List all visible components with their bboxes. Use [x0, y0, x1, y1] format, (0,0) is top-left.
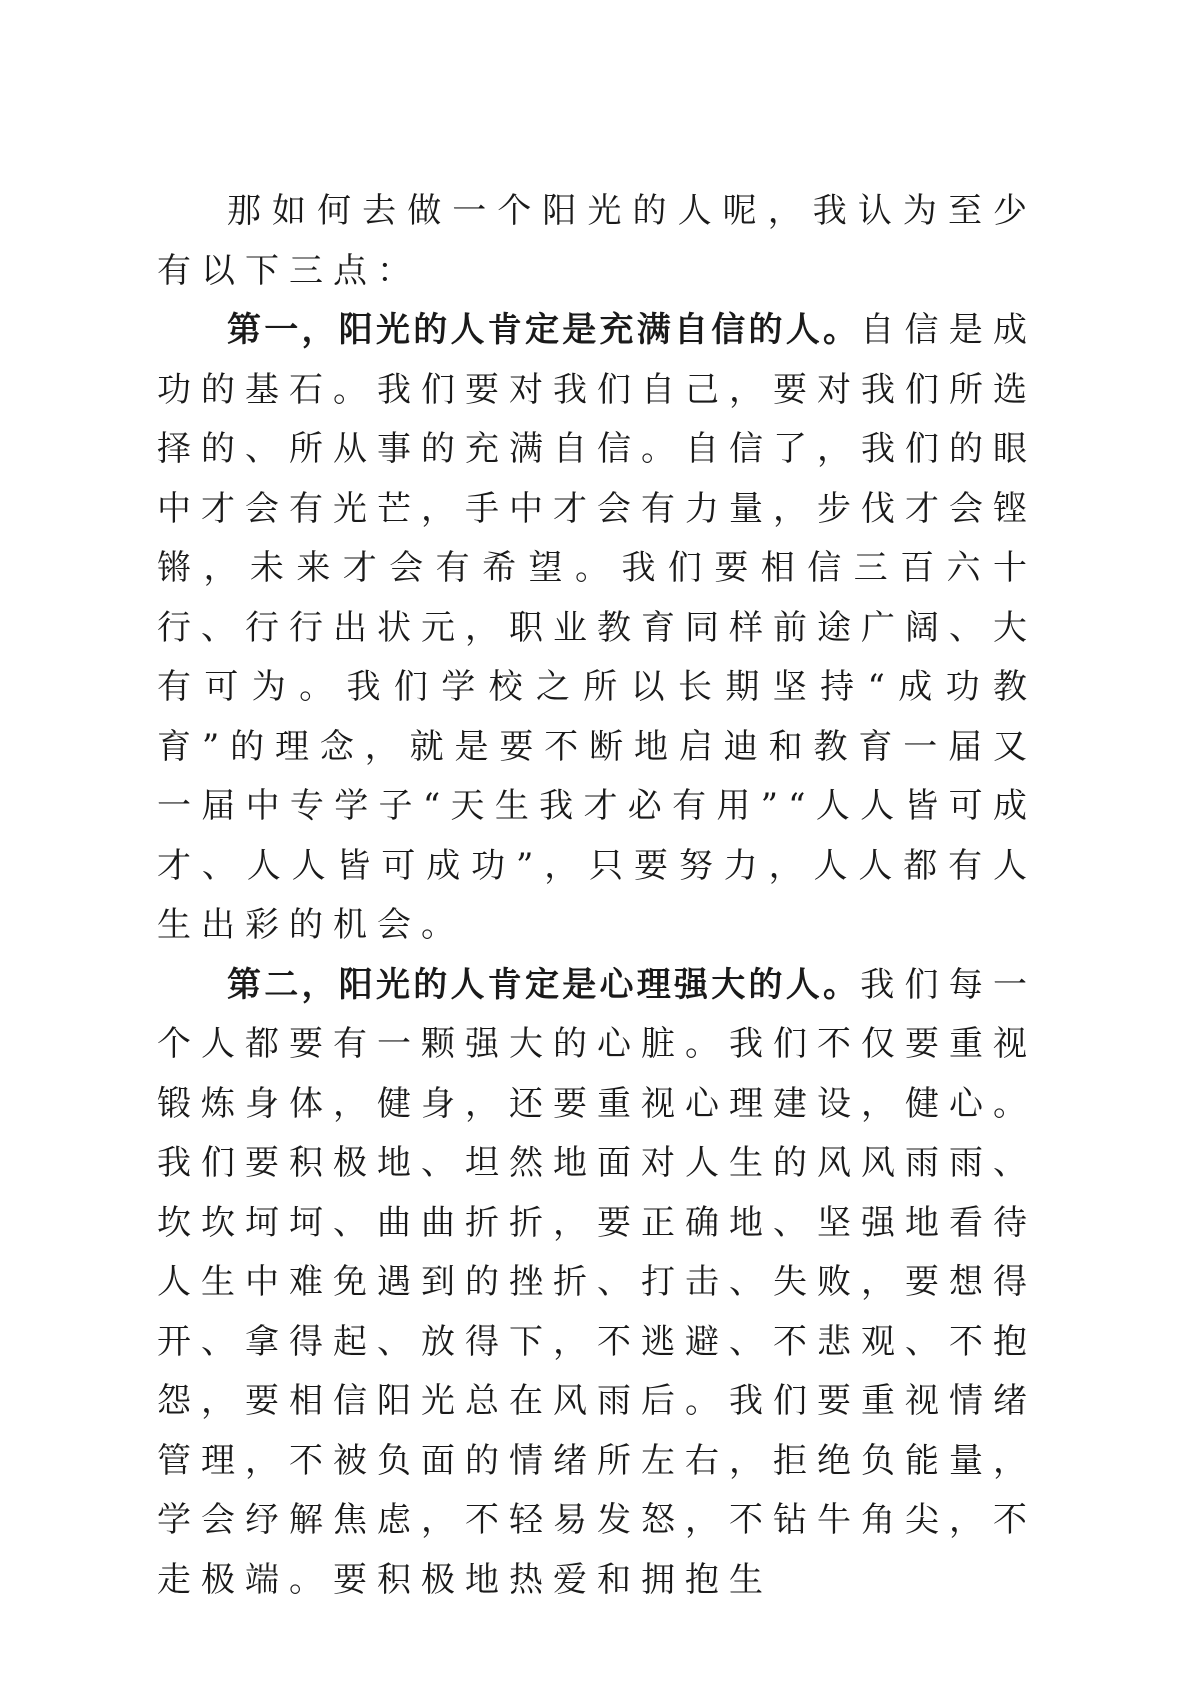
paragraph-text: 那如何去做一个阳光的人呢，我认为至少有以下三点：	[157, 191, 1037, 291]
document-body	[157, 182, 1037, 1610]
paragraph-heading: 第二，阳光的人肯定是心理强大的人。	[227, 964, 861, 1005]
paragraph-intro	[157, 182, 1037, 301]
paragraph-second-point	[157, 956, 1037, 1611]
paragraph-text: 我们每一个人都要有一颗强大的心脏。我们不仅要重视锻炼身体，健身，还要重视心理建设，健心。我们要积极地、坦然地面对人生的风风雨雨、坎坎坷坷、曲曲折折，要正确地、坚强地看待人生中难免遇到的挫折、打击、失败，要想得开、拿得起、放得下，不逃避、不悲观、不抱怨，要相信阳光总在风雨后。我们要重视情绪管理，不被负面的情绪所左右，拒绝负能量，学会纾解焦虑，不轻易发怒，不钻牛角尖，不走极端。要积极地热爱和拥抱生	[157, 964, 1037, 1600]
paragraph-heading: 第一，阳光的人肯定是充满自信的人。	[227, 310, 861, 350]
paragraph-text: 自信是成功的基石。我们要对我们自己，要对我们所选择的、所从事的充满自信。自信了，我们的眼中才会有光芒，手中才会有力量，步伐才会铿锵，未来才会有希望。我们要相信三百六十行、行行出状元，职业教育同样前途广阔、大有可为。我们学校之所以长期坚持“成功教育”的理念，就是要不断地启迪和教育一届又一届中专学子“天生我才必有用”“人人皆可成才、人人皆可成功”，只要努力，人人都有人生出彩的机会。	[157, 310, 1037, 945]
paragraph-first-point	[157, 301, 1037, 956]
